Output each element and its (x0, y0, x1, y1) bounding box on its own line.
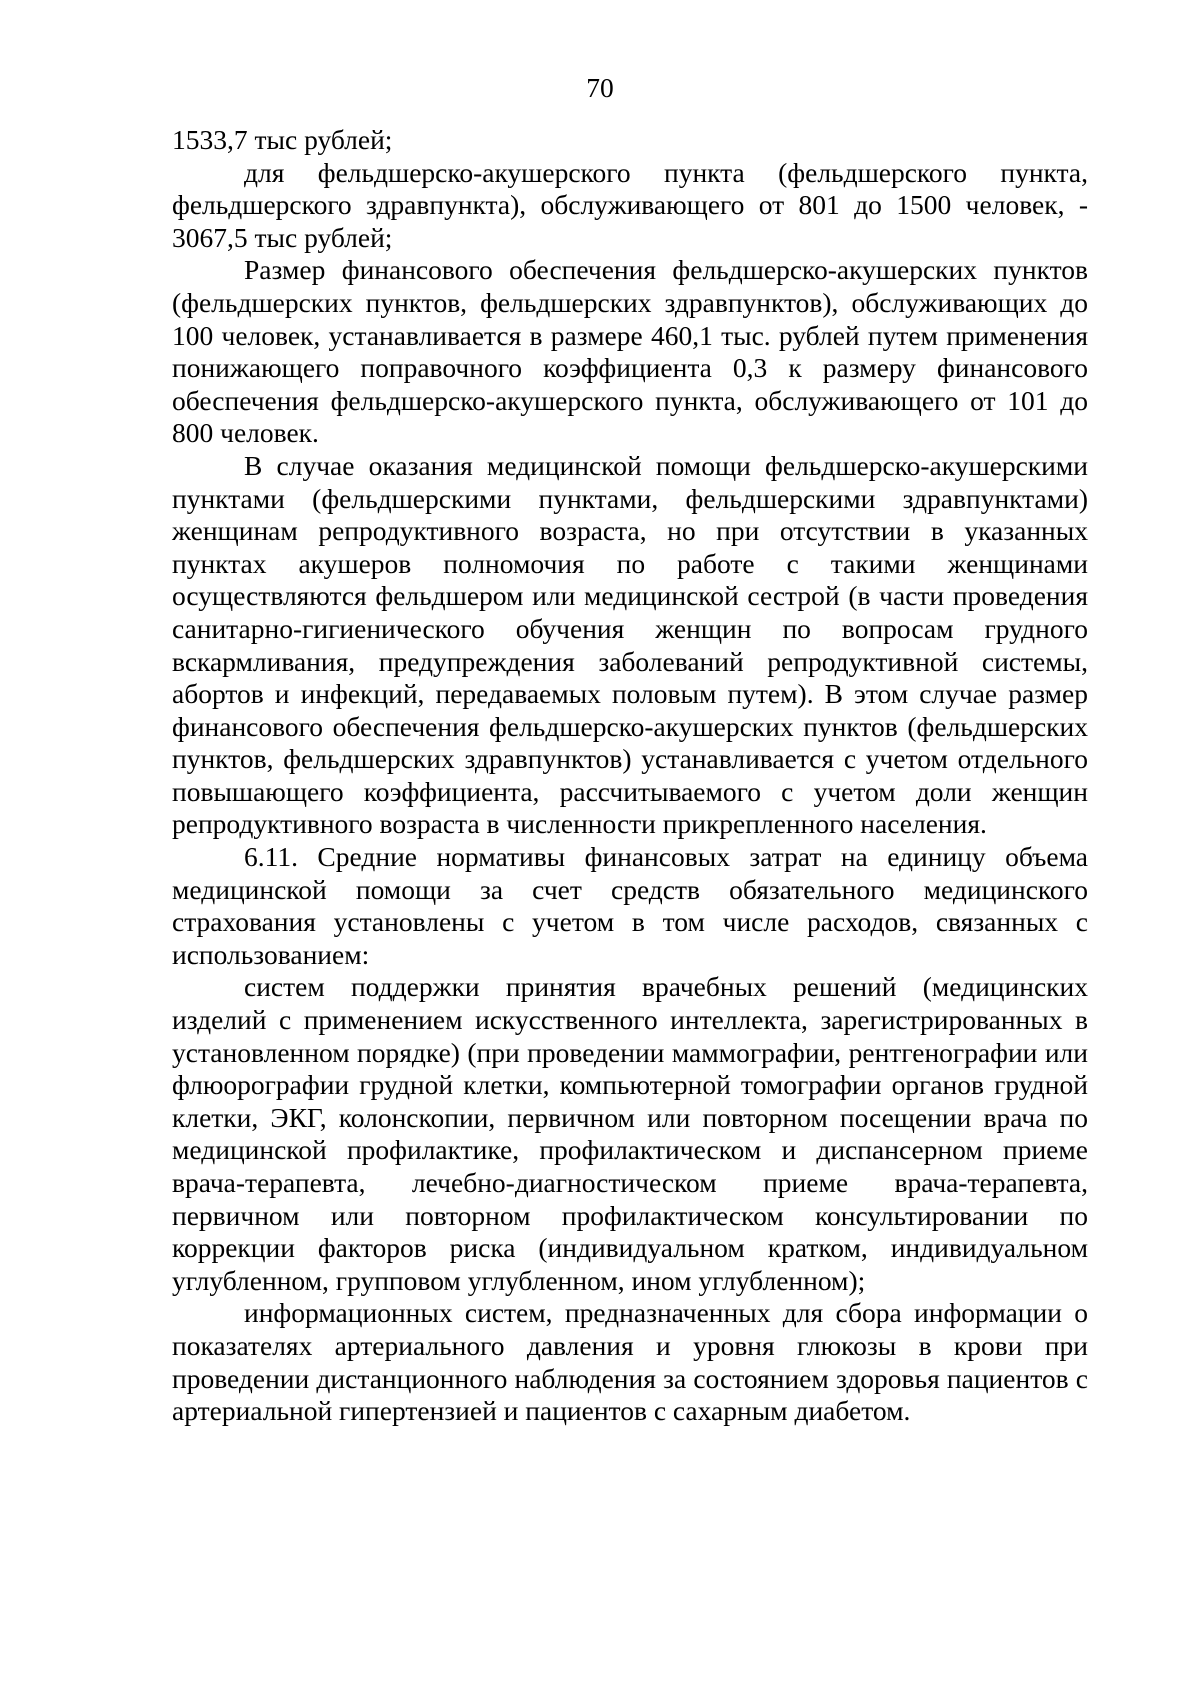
paragraph-5: 6.11. Средние нормативы финансовых затрат на единицу объема медицинской помощи за счет средств обязательного медицинского страхования установлены с учетом в том числе расходов, связанных с использованием: (172, 841, 1088, 970)
document-body (172, 124, 1088, 1428)
paragraph-3: Размер финансового обеспечения фельдшерско-акушерских пунктов (фельдшерских пунктов, фельдшерских здравпунктов), обслуживающих до 100 человек, устанавливается в размере 460,1 тыс. рублей путем применения понижающего поправочного коэффициента 0,3 к размеру финансового обеспечения фельдшерско-акушерского пункта, обслуживающего от 101 до 800 человек. (172, 254, 1088, 449)
paragraph-6: систем поддержки принятия врачебных решений (медицинских изделий с применением искусственного интеллекта, зарегистрированных в установленном порядке) (при проведении маммографии, рентгенографии или флюорографии грудной клетки, компьютерной томографии органов грудной клетки, ЭКГ, колонскопии, первичном или повторном посещении врача по медицинской профилактике, профилактическом и диспансерном приеме врача-терапевта, лечебно-диагностическом приеме врача-терапевта, первичном или повторном профилактическом консультировании по коррекции факторов риска (индивидуальном кратком, индивидуальном углубленном, групповом углубленном, ином углубленном); (172, 971, 1088, 1296)
paragraph-2: для фельдшерско-акушерского пункта (фельдшерского пункта, фельдшерского здравпункта), обслуживающего от 801 до 1500 человек, - 3067,5 тыс рублей; (172, 156, 1088, 253)
paragraph-7: информационных систем, предназначенных для сбора информации о показателях артериального давления и уровня глюкозы в крови при проведении дистанционного наблюдения за состоянием здоровья пациентов с артериальной гипертензией и пациентов с сахарным диабетом. (172, 1297, 1088, 1427)
paragraph-4: В случае оказания медицинской помощи фельдшерско-акушерскими пунктами (фельдшерскими пунктами, фельдшерскими здравпунктами) женщинам репродуктивного возраста, но при отсутствии в указанных пунктах акушеров полномочия по работе с такими женщинами осуществляются фельдшером или медицинской сестрой (в части проведения санитарно-гигиенического обучения женщин по вопросам грудного вскармливания, предупреждения заболеваний репродуктивной системы, абортов и инфекций, передаваемых половым путем). В этом случае размер финансового обеспечения фельдшерско-акушерских пунктов (фельдшерских пунктов, фельдшерских здравпунктов) устанавливается с учетом отдельного повышающего коэффициента, рассчитываемого с учетом доли женщин репродуктивного возраста в численности прикрепленного населения. (172, 449, 1088, 840)
page-number: 70 (586, 72, 614, 103)
paragraph-1: 1533,7 тыс рублей; (172, 124, 393, 155)
